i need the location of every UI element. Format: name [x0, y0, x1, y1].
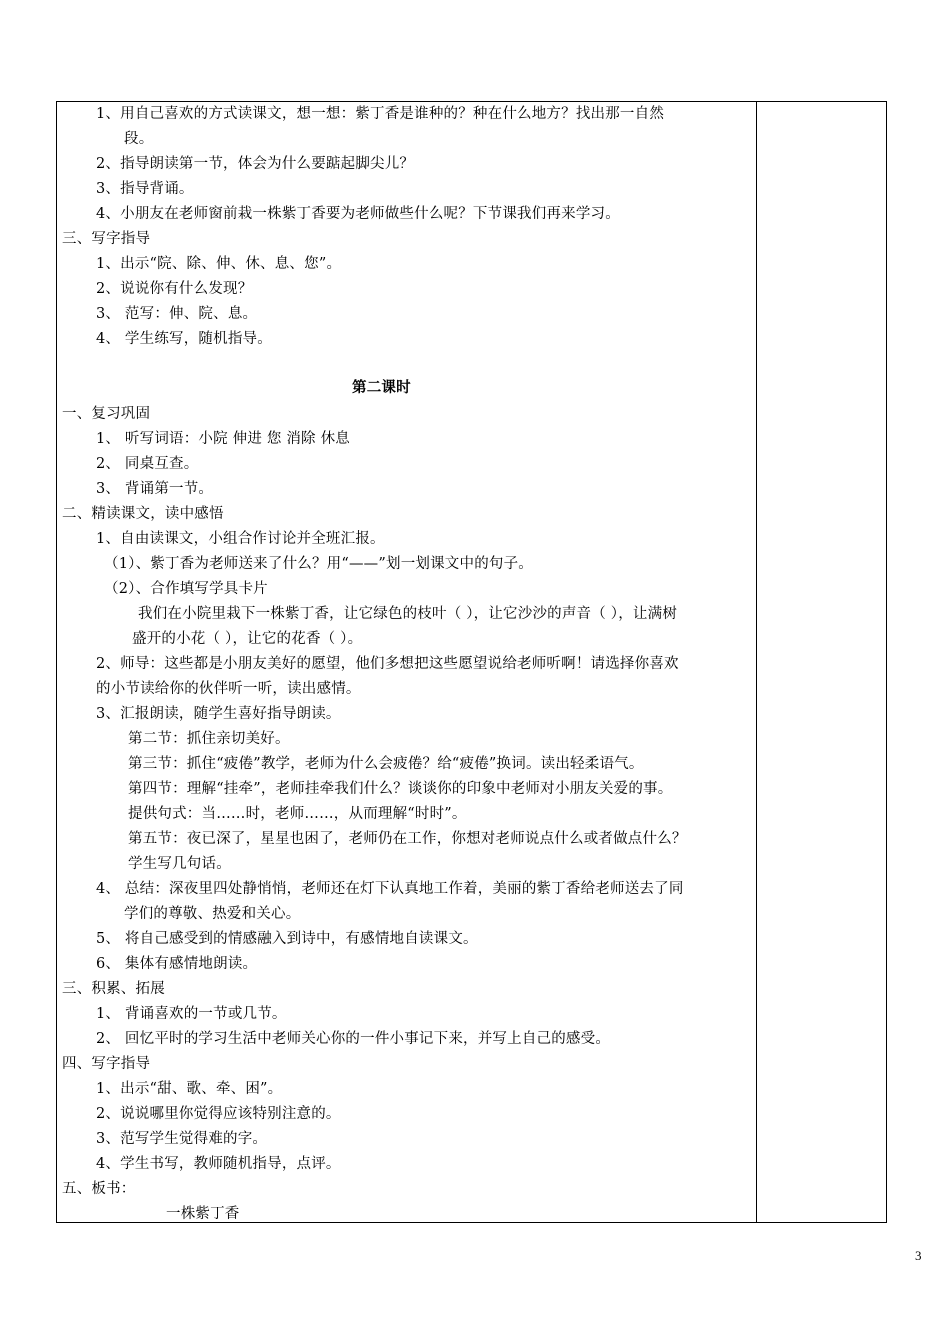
text-line: 2、说说哪里你觉得应该特别注意的。 [96, 1106, 341, 1122]
text-line: 学生写几句话。 [128, 856, 231, 872]
text-line: 4、学生书写，教师随机指导，点评。 [96, 1156, 341, 1172]
text-line: （2）、合作填写学具卡片 [104, 581, 268, 597]
text-line: 4、 学生练写，随机指导。 [96, 331, 272, 347]
text-line: 4、小朋友在老师窗前栽一株紫丁香要为老师做些什么呢？下节课我们再来学习。 [96, 206, 620, 222]
text-line: 学们的尊敬、热爱和关心。 [124, 906, 301, 922]
section-heading: 二、精读课文，读中感悟 [62, 506, 224, 522]
text-line: 我们在小院里栽下一株紫丁香，让它绿色的枝叶（ ），让它沙沙的声音（ ），让满树 [138, 606, 678, 622]
text-line: 1、 听写词语：小院 伸进 您 消除 休息 [96, 431, 350, 447]
text-line: 1、自由读课文，小组合作讨论并全班汇报。 [96, 531, 385, 547]
text-line: （1）、紫丁香为老师送来了什么？用“——”划一划课文中的句子。 [104, 556, 533, 572]
text-line: 第四节：理解“挂牵”，老师挂牵我们什么？谈谈你的印象中老师对小朋友关爱的事。 [128, 781, 673, 797]
lesson-title: 第二课时 [352, 379, 411, 396]
text-line: 6、 集体有感情地朗读。 [96, 956, 258, 972]
board-title: 一株紫丁香 [166, 1206, 240, 1222]
text-line: 3、范写学生觉得难的字。 [96, 1131, 268, 1147]
page-number: 3 [915, 1248, 922, 1263]
text-line: 2、 同桌互查。 [96, 456, 199, 472]
text-line: 2、师导：这些都是小朋友美好的愿望，他们多想把这些愿望说给老师听啊！请选择你喜欢 [96, 656, 679, 672]
section-heading: 四、写字指导 [62, 1056, 151, 1072]
text-line: 4、 总结：深夜里四处静悄悄，老师还在灯下认真地工作着，美丽的紫丁香给老师送去了同 [96, 881, 684, 897]
text-line: 1、出示“甜、歌、牵、困”。 [96, 1081, 283, 1097]
text-line: 3、 范写：伸、院、息。 [96, 306, 258, 322]
text-line: 1、用自己喜欢的方式读课文，想一想：紫丁香是谁种的？种在什么地方？找出那一自然 [96, 106, 665, 122]
text-line: 1、出示“院、除、伸、休、息、您”。 [96, 256, 342, 272]
text-line: 第二节：抓住亲切美好。 [128, 731, 290, 747]
text-line: 2、说说你有什么发现？ [96, 281, 253, 297]
section-heading: 三、写字指导 [62, 231, 151, 247]
text-line: 段。 [124, 131, 154, 147]
text-line: 3、汇报朗读，随学生喜好指导朗读。 [96, 706, 341, 722]
text-line: 第三节：抓住“疲倦”教学，老师为什么会疲倦？给“疲倦”换词。读出轻柔语气。 [128, 756, 644, 772]
section-heading: 一、复习巩固 [62, 406, 151, 422]
text-line: 3、指导背诵。 [96, 181, 194, 197]
section-heading: 五、板书： [62, 1181, 136, 1197]
text-line: 2、 回忆平时的学习生活中老师关心你的一件小事记下来，并写上自己的感受。 [96, 1031, 611, 1047]
text-line: 第五节：夜已深了，星星也困了，老师仍在工作，你想对老师说点什么或者做点什么？ [128, 831, 687, 847]
text-line: 盛开的小花（ ），让它的花香（ ）。 [132, 631, 363, 647]
text-line: 的小节读给你的伙伴听一听，读出感情。 [96, 681, 361, 697]
text-line: 提供句式：当……时，老师……，从而理解“时时”。 [128, 806, 467, 822]
section-heading: 三、积累、拓展 [62, 981, 165, 997]
table-column-divider [756, 101, 757, 1223]
text-line: 1、 背诵喜欢的一节或几节。 [96, 1006, 287, 1022]
text-line: 3、 背诵第一节。 [96, 481, 214, 497]
text-line: 2、指导朗读第一节，体会为什么要踮起脚尖儿？ [96, 156, 415, 172]
text-line: 5、 将自己感受到的情感融入到诗中，有感情地自读课文。 [96, 931, 478, 947]
